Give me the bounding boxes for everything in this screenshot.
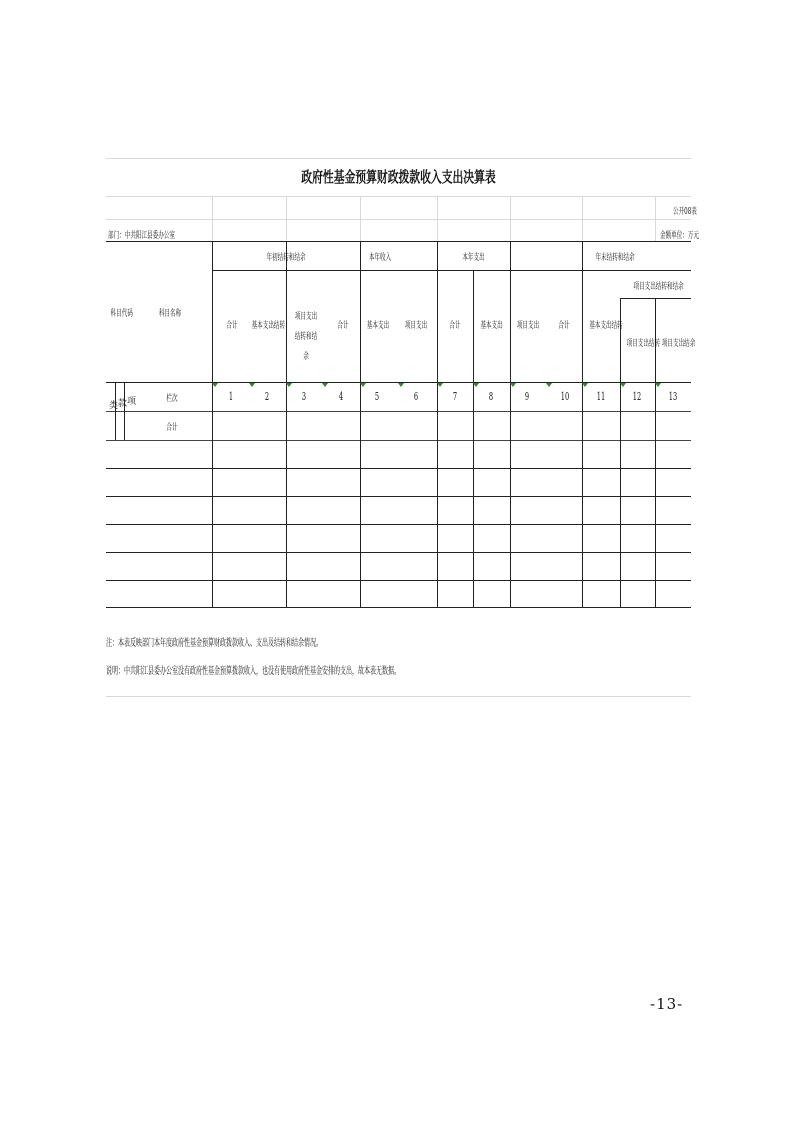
cell-flag-icon — [286, 383, 292, 387]
col-number-6: 6 — [413, 390, 419, 403]
department-label: 部门：中共阳江县委办公室 — [108, 231, 175, 241]
subject-name-header: 科目名称 — [158, 309, 182, 319]
group-header-expense: 本年支出 — [462, 253, 485, 263]
col-label-5: 基本支出 — [366, 321, 390, 331]
row-label-total: 合计 — [166, 423, 178, 433]
col-number-13: 13 — [668, 390, 678, 403]
cell-flag-icon — [510, 383, 516, 387]
group-header-opening: 年初结转和结余 — [266, 253, 306, 263]
col-label-6: 项目支出 — [404, 321, 428, 331]
col-label-10: 合计 — [558, 321, 570, 331]
group-header-income: 本年收入 — [368, 253, 392, 263]
col-number-5: 5 — [374, 390, 380, 403]
note-line-2: 说明：中共阳江县委办公室没有政府性基金预算拨款收入，也没有使用政府性基金安排的支出，故本表无数据。 — [106, 666, 400, 677]
cell-flag-icon — [620, 383, 626, 387]
col-label-2: 基本支出结转 — [251, 321, 286, 331]
col-number-3: 3 — [301, 390, 307, 403]
code-item-label: 项 — [125, 396, 135, 405]
cell-flag-icon — [437, 383, 443, 387]
table-title: 政府性基金预算财政拨款收入支出决算表 — [301, 168, 496, 186]
col-number-8: 8 — [488, 390, 494, 403]
sub-group-header: 项目支出结转和结余 — [633, 282, 684, 292]
col-number-10: 10 — [560, 390, 570, 403]
cell-flag-icon — [212, 383, 218, 387]
cell-flag-icon — [249, 383, 255, 387]
subject-code-header: 科目代码 — [110, 309, 133, 319]
code-section-label: 款 — [116, 398, 126, 407]
cell-flag-icon — [322, 383, 328, 387]
col-label-13: 项目支出结余 — [661, 339, 696, 349]
col-label-4: 合计 — [337, 321, 349, 331]
row-label-column-number: 栏次 — [166, 394, 178, 404]
col-label-12: 项目支出结转 — [626, 339, 661, 349]
cell-flag-icon — [655, 383, 661, 387]
col-label-1: 合计 — [226, 321, 238, 331]
group-header-closing: 年末结转和结余 — [595, 253, 635, 263]
cell-flag-icon — [360, 383, 366, 387]
cell-flag-icon — [398, 383, 404, 387]
cell-flag-icon — [546, 383, 552, 387]
cell-flag-icon — [473, 383, 479, 387]
col-label-11: 基本支出结转 — [589, 321, 623, 331]
col-label-8: 基本支出 — [480, 321, 503, 331]
col-number-2: 2 — [264, 390, 270, 403]
col-number-1: 1 — [228, 390, 234, 403]
col-number-4: 4 — [338, 390, 344, 403]
col-label-7: 合计 — [449, 321, 461, 331]
col-number-7: 7 — [452, 390, 458, 403]
col-number-12: 12 — [632, 390, 642, 403]
code-class-label: 类 — [107, 400, 117, 409]
col-number-11: 11 — [596, 390, 606, 403]
form-number: 公开08表 — [673, 207, 697, 217]
col-number-9: 9 — [524, 390, 530, 403]
unit-label: 金额单位：万元 — [660, 231, 700, 241]
page-number: -13- — [650, 995, 684, 1013]
cell-flag-icon — [582, 383, 588, 387]
note-line-1: 注：本表反映部门本年度政府性基金预算财政拨款收入、支出及结转和结余情况。 — [106, 638, 322, 649]
col-label-3: 项目支出结转和结余 — [294, 312, 318, 362]
col-label-9: 项目支出 — [516, 321, 540, 331]
